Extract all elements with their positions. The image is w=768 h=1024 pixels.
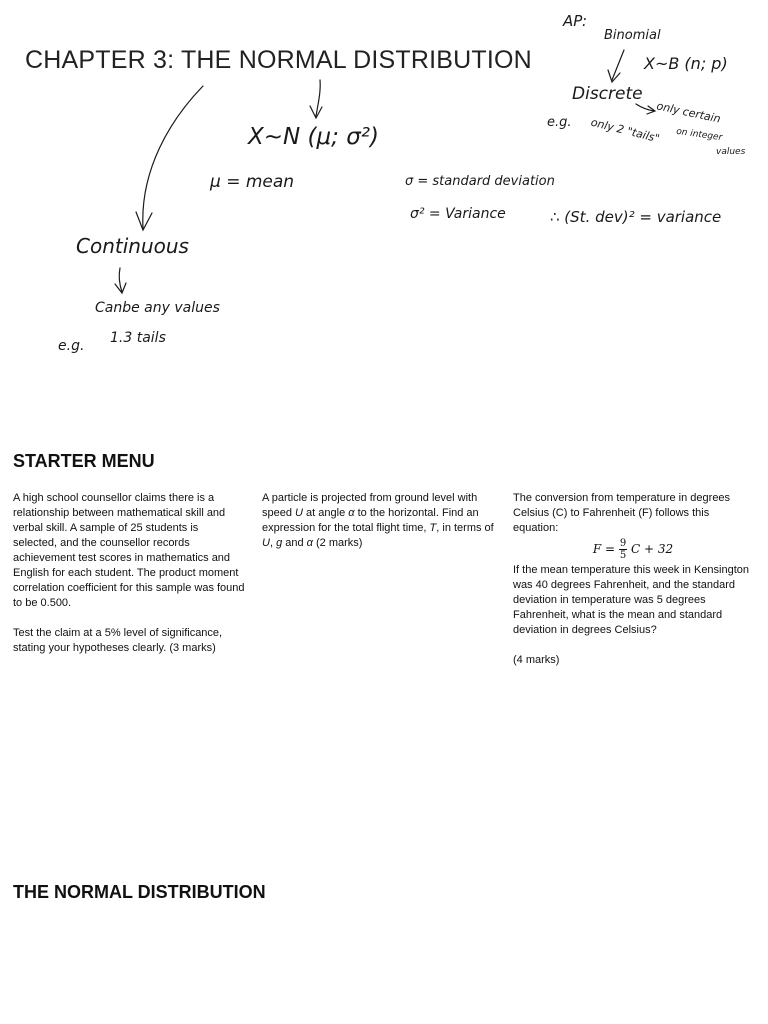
question-3-intro: The conversion from temperature in degrees Celsius (C) to Fahrenheit (F) follows this equation: bbox=[513, 492, 731, 534]
conversion-formula: F = $\frac{9}{5}$ C + 32 bbox=[592, 538, 674, 561]
question-3-marks: (4 marks) bbox=[513, 654, 560, 666]
question-2 bbox=[262, 491, 498, 551]
note-ap: AP: bbox=[563, 12, 588, 30]
note-only-2-tails: only 2 "tails" bbox=[589, 115, 661, 146]
note-sd-variance: ∴ (St. dev)² = variance bbox=[550, 208, 722, 226]
note-tails-1-3: 1.3 tails bbox=[110, 330, 166, 346]
question-2-text: A particle is projected from ground level with speed U at angle α to the horizontal. Find an expression for the total flight time, T, in terms of U, g and α (2 marks) bbox=[262, 492, 494, 549]
note-eg-continuous: e.g. bbox=[58, 338, 85, 354]
question-1-task: Test the claim at a 5% level of significance, stating your hypotheses clearly. (3 marks) bbox=[13, 627, 223, 654]
note-sigma2-variance: σ² = Variance bbox=[410, 206, 506, 222]
note-continuous: Continuous bbox=[76, 234, 189, 258]
note-only-certain: only certain bbox=[655, 99, 722, 126]
note-values: values bbox=[716, 147, 746, 157]
note-discrete: Discrete bbox=[572, 84, 643, 104]
note-binomial: Binomial bbox=[604, 28, 661, 43]
question-3-text: If the mean temperature this week in Kensington was 40 degrees Fahrenheit, and the standard deviation in temperature was 5 degrees Fahrenheit, what is the mean and standard deviation in degrees Celsius? bbox=[513, 564, 750, 636]
note-eg-discrete: e.g. bbox=[547, 115, 572, 130]
note-sigma-sd: σ = standard deviation bbox=[405, 174, 555, 189]
question-1-text: A high school counsellor claims there is a relationship between mathematical skill and verbal skill. A sample of 25 students is selected, and the counsellor records achievement test scores in mathematics and English for each student. The product moment correlation coefficient for this sample was found to be 0.500. bbox=[13, 492, 245, 609]
note-can-be-any: Canbe any values bbox=[95, 300, 220, 316]
note-binomial-notation: X~B (n; p) bbox=[644, 54, 728, 73]
note-normal-notation: X~N (μ; σ²) bbox=[248, 124, 379, 150]
question-1 bbox=[13, 491, 245, 656]
note-on-integer: on integer bbox=[675, 126, 723, 144]
starter-menu-heading: STARTER MENU bbox=[13, 451, 155, 471]
normal-distribution-heading: THE NORMAL DISTRIBUTION bbox=[13, 882, 266, 902]
question-3 bbox=[513, 491, 753, 668]
page-title: CHAPTER 3: THE NORMAL DISTRIBUTION bbox=[25, 46, 532, 74]
note-mu-mean: μ = mean bbox=[210, 172, 295, 192]
